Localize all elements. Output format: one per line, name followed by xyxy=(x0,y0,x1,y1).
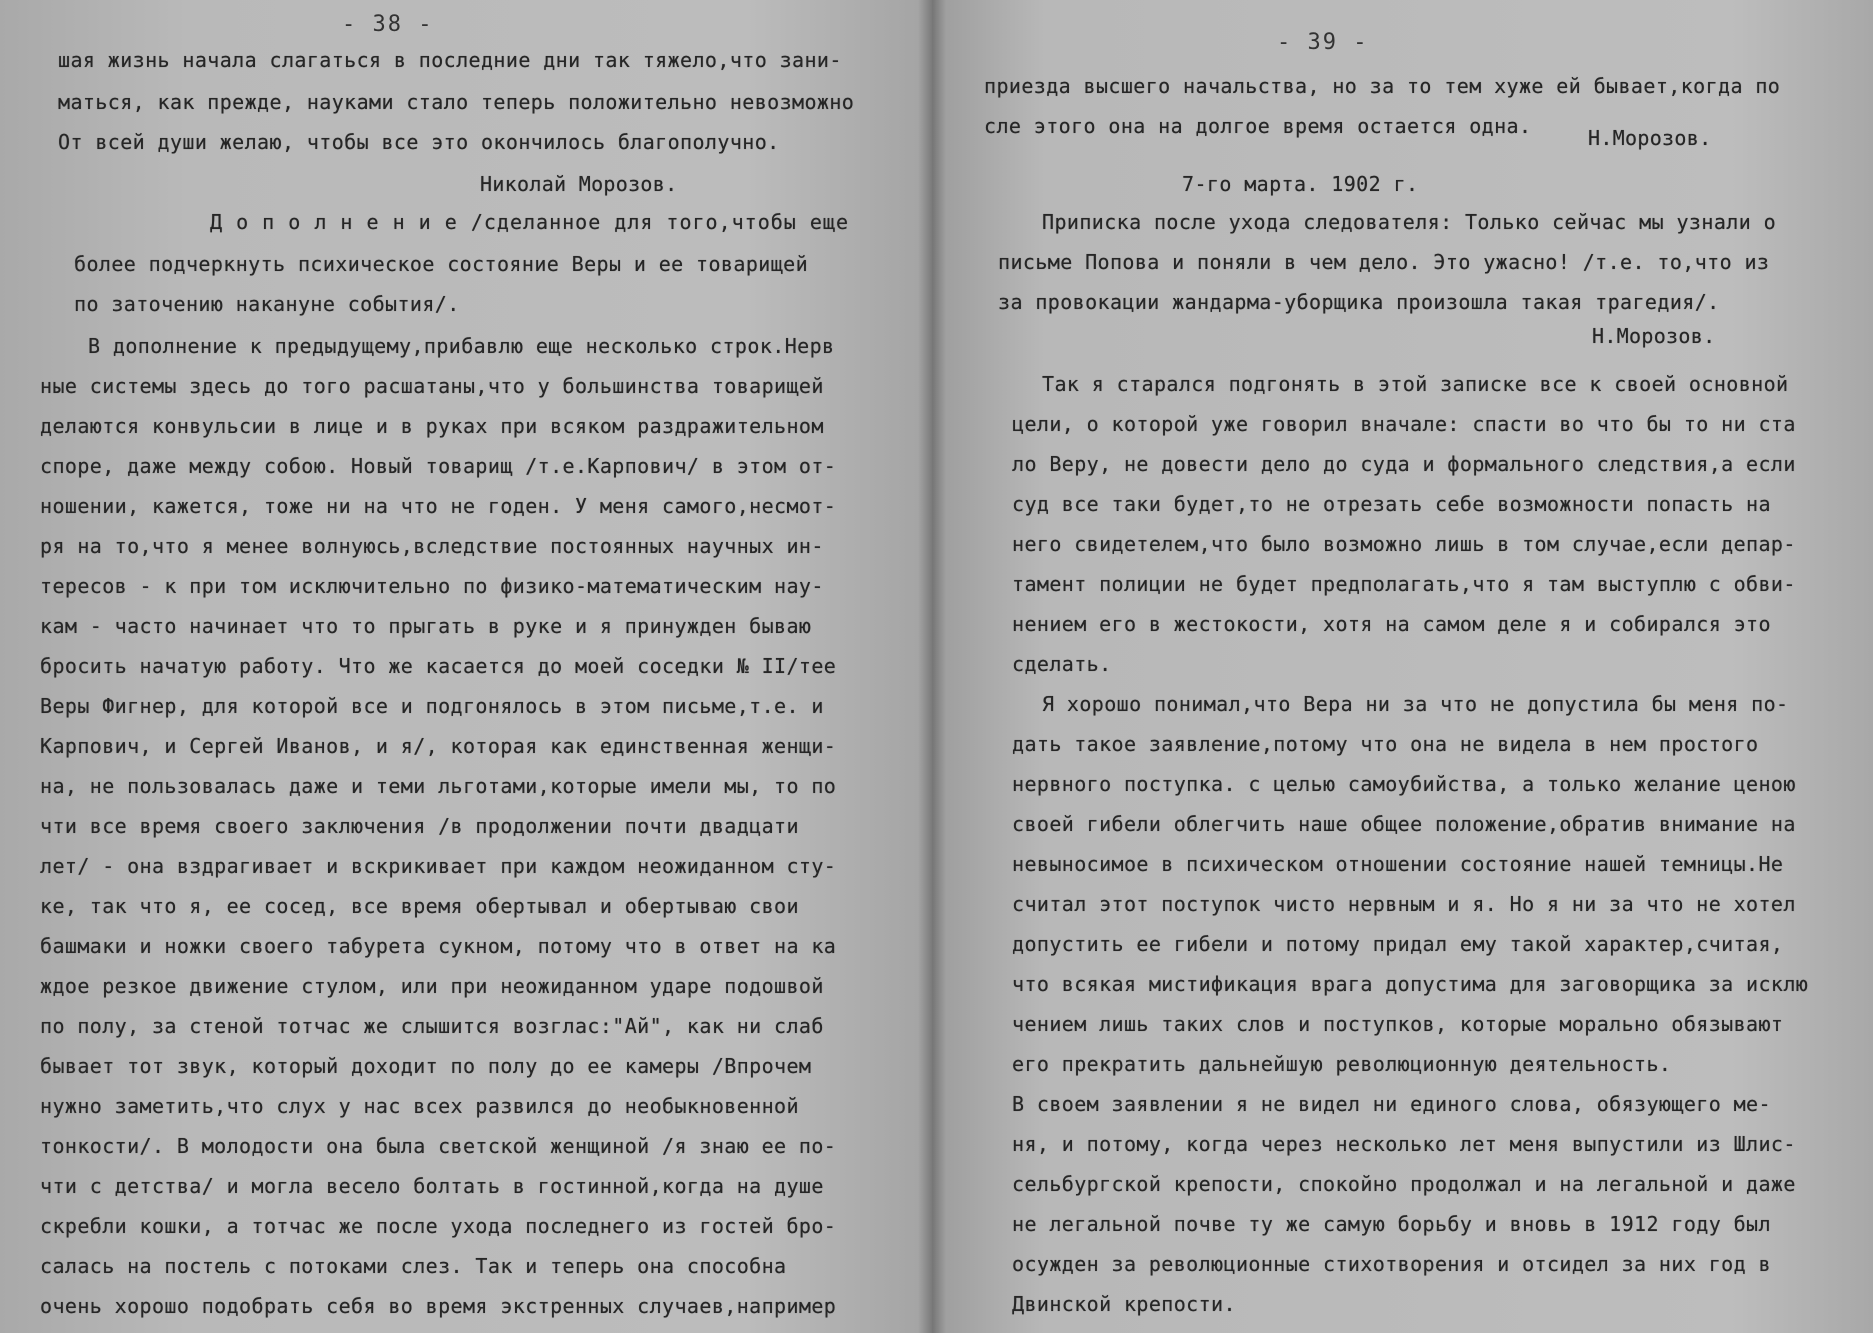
text-line: чти с детства/ и могла весело болтать в гостинной,когда на душе xyxy=(40,1174,824,1198)
text-line: цели, о которой уже говорил вначале: спасти во что бы то ни ста xyxy=(1012,412,1796,436)
text-line: сделать. xyxy=(1012,652,1112,676)
text-line: осужден за революционные стихотворения и отсидел за них год в xyxy=(1012,1252,1771,1276)
text-line: ные системы здесь до того расшатаны,что у большинства товарищей xyxy=(40,374,824,398)
text-line: делаются конвульсии в лице и в руках при всяком раздражительном xyxy=(40,414,824,438)
text-line: приезда высшего начальства, но за то тем хуже ей бывает,когда по xyxy=(984,74,1781,98)
text-line: тересов - к при том исключительно по физико-математическим нау- xyxy=(40,574,824,598)
text-line: ждое резкое движение стулом, или при неожиданном ударе подошвой xyxy=(40,974,824,998)
text-line: шая жизнь начала слагаться в последние дни так тяжело,что зани- xyxy=(58,48,842,72)
text-line: считал этот поступок чисто нервным и я. Но я ни за что не хотел xyxy=(1012,892,1796,916)
text-line: по полу, за стеной тотчас же слышится возглас:"Ай", как ни слаб xyxy=(40,1014,824,1038)
left-page xyxy=(0,0,932,1333)
text-line: сельбургской крепости, спокойно продолжал и на легальной и даже xyxy=(1012,1172,1796,1196)
text-line: нением его в жестокости, хотя на самом деле я и собирался это xyxy=(1012,612,1771,636)
text-line: ношении, кажется, тоже ни на что не годен. У меня самого,несмот- xyxy=(40,494,837,518)
text-line: тонкости/. В молодости она была светской женщиной /я знаю ее по- xyxy=(40,1134,837,1158)
text-line: Я хорошо понимал,что Вера ни за что не допустила бы меня по- xyxy=(1042,692,1789,716)
text-line: нужно заметить,что слух у нас всех развился до необыкновенной xyxy=(40,1094,799,1118)
text-line: ке, так что я, ее сосед, все время обертывал и обертываю свои xyxy=(40,894,799,918)
page-number-left: - 38 - xyxy=(342,12,434,37)
section-heading: Д о п о л н е н и е /сделанное для того,чтобы еще xyxy=(210,210,850,234)
text-line: него свидетелем,что было возможно лишь в том случае,если депар- xyxy=(1012,532,1796,556)
signature: Николай Морозов. xyxy=(480,172,678,196)
text-line: тамент полиции не будет предполагать,что я там выступлю с обви- xyxy=(1012,572,1796,596)
text-line: более подчеркнуть психическое состояние Веры и ее товарищей xyxy=(74,252,809,276)
page-number-right: - 39 - xyxy=(1277,30,1369,55)
text-line: допустить ее гибели и потому придал ему такой характер,считая, xyxy=(1012,932,1784,956)
text-line: за провокации жандарма-уборщика произошла такая трагедия/. xyxy=(998,290,1720,314)
text-line: В дополнение к предыдущему,прибавлю еще несколько строк.Нерв xyxy=(88,334,835,358)
text-line: дать такое заявление,потому что она не видела в нем простого xyxy=(1012,732,1759,756)
right-page xyxy=(932,0,1873,1333)
text-line: суд все таки будет,то не отрезать себе возможности попасть на xyxy=(1012,492,1771,516)
text-line: Так я старался подгонять в этой записке все к своей основной xyxy=(1042,372,1789,396)
text-line: башмаки и ножки своего табурета сукном, потому что в ответ на ка xyxy=(40,934,837,958)
text-line: письме Попова и поняли в чем дело. Это ужасно! /т.е. то,что из xyxy=(998,250,1770,274)
text-line: что всякая мистификация врага допустима для заговорщика за исклю xyxy=(1012,972,1809,996)
text-line: бывает тот звук, который доходит по полу до ее камеры /Впрочем xyxy=(40,1054,812,1078)
text-line: Карпович, и Сергей Иванов, и я/, которая как единственная женщи- xyxy=(40,734,837,758)
signature: Н.Морозов. xyxy=(1592,324,1716,348)
text-line: ря на то,что я менее волнуюсь,вследствие постоянных научных ин- xyxy=(40,534,824,558)
text-line: нервного поступка. с целью самоубийства, а только желание ценою xyxy=(1012,772,1796,796)
text-line: Веры Фигнер, для которой все и подгонялось в этом письме,т.е. и xyxy=(40,694,824,718)
text-line: маться, как прежде, науками стало теперь положительно невозможно xyxy=(58,90,855,114)
text-line: чением лишь таких слов и поступков, которые морально обязывают xyxy=(1012,1012,1784,1036)
text-line: невыносимое в психическом отношении состояние нашей темницы.Не xyxy=(1012,852,1784,876)
text-line: скребли кошки, а тотчас же после ухода последнего из гостей бро- xyxy=(40,1214,837,1238)
text-line: От всей души желаю, чтобы все это окончилось благополучно. xyxy=(58,130,780,154)
text-line: бросить начатую работу. Что же касается до моей соседки № II/тее xyxy=(40,654,837,678)
text-line: ло Веру, не довести дело до суда и формального следствия,а если xyxy=(1012,452,1796,476)
text-line: на, не пользовалась даже и теми льготами,которые имели мы, то по xyxy=(40,774,837,798)
text-line: Двинской крепости. xyxy=(1012,1292,1236,1316)
text-line: очень хорошо подобрать себя во время экстренных случаев,например xyxy=(40,1294,837,1318)
text-line: его прекратить дальнейшую революционную деятельность. xyxy=(1012,1052,1672,1076)
text-line: не легальной почве ту же самую борьбу и вновь в 1912 году был xyxy=(1012,1212,1771,1236)
text-line: кам - часто начинает что то прыгать в руке и я принужден бываю xyxy=(40,614,812,638)
text-line: лет/ - она вздрагивает и вскрикивает при каждом неожиданном сту- xyxy=(40,854,837,878)
text-line: своей гибели облегчить наше общее положение,обратив внимание на xyxy=(1012,812,1796,836)
text-line: чти все время своего заключения /в продолжении почти двадцати xyxy=(40,814,799,838)
text-line: споре, даже между собою. Новый товарищ /т.е.Карпович/ в этом от- xyxy=(40,454,837,478)
text-line: салась на постель с потоками слез. Так и теперь она способна xyxy=(40,1254,787,1278)
text-line: сле этого она на долгое время остается одна. xyxy=(984,114,1532,138)
text-line: по заточению накануне события/. xyxy=(74,292,460,316)
text-line: ня, и потому, когда через несколько лет меня выпустили из Шлис- xyxy=(1012,1132,1796,1156)
text-line: Приписка после ухода следователя: Только сейчас мы узнали о xyxy=(1042,210,1777,234)
text-line: В своем заявлении я не видел ни единого слова, обязующего ме- xyxy=(1012,1092,1771,1116)
date-line: 7-го марта. 1902 г. xyxy=(1182,172,1419,196)
signature: Н.Морозов. xyxy=(1588,126,1712,150)
